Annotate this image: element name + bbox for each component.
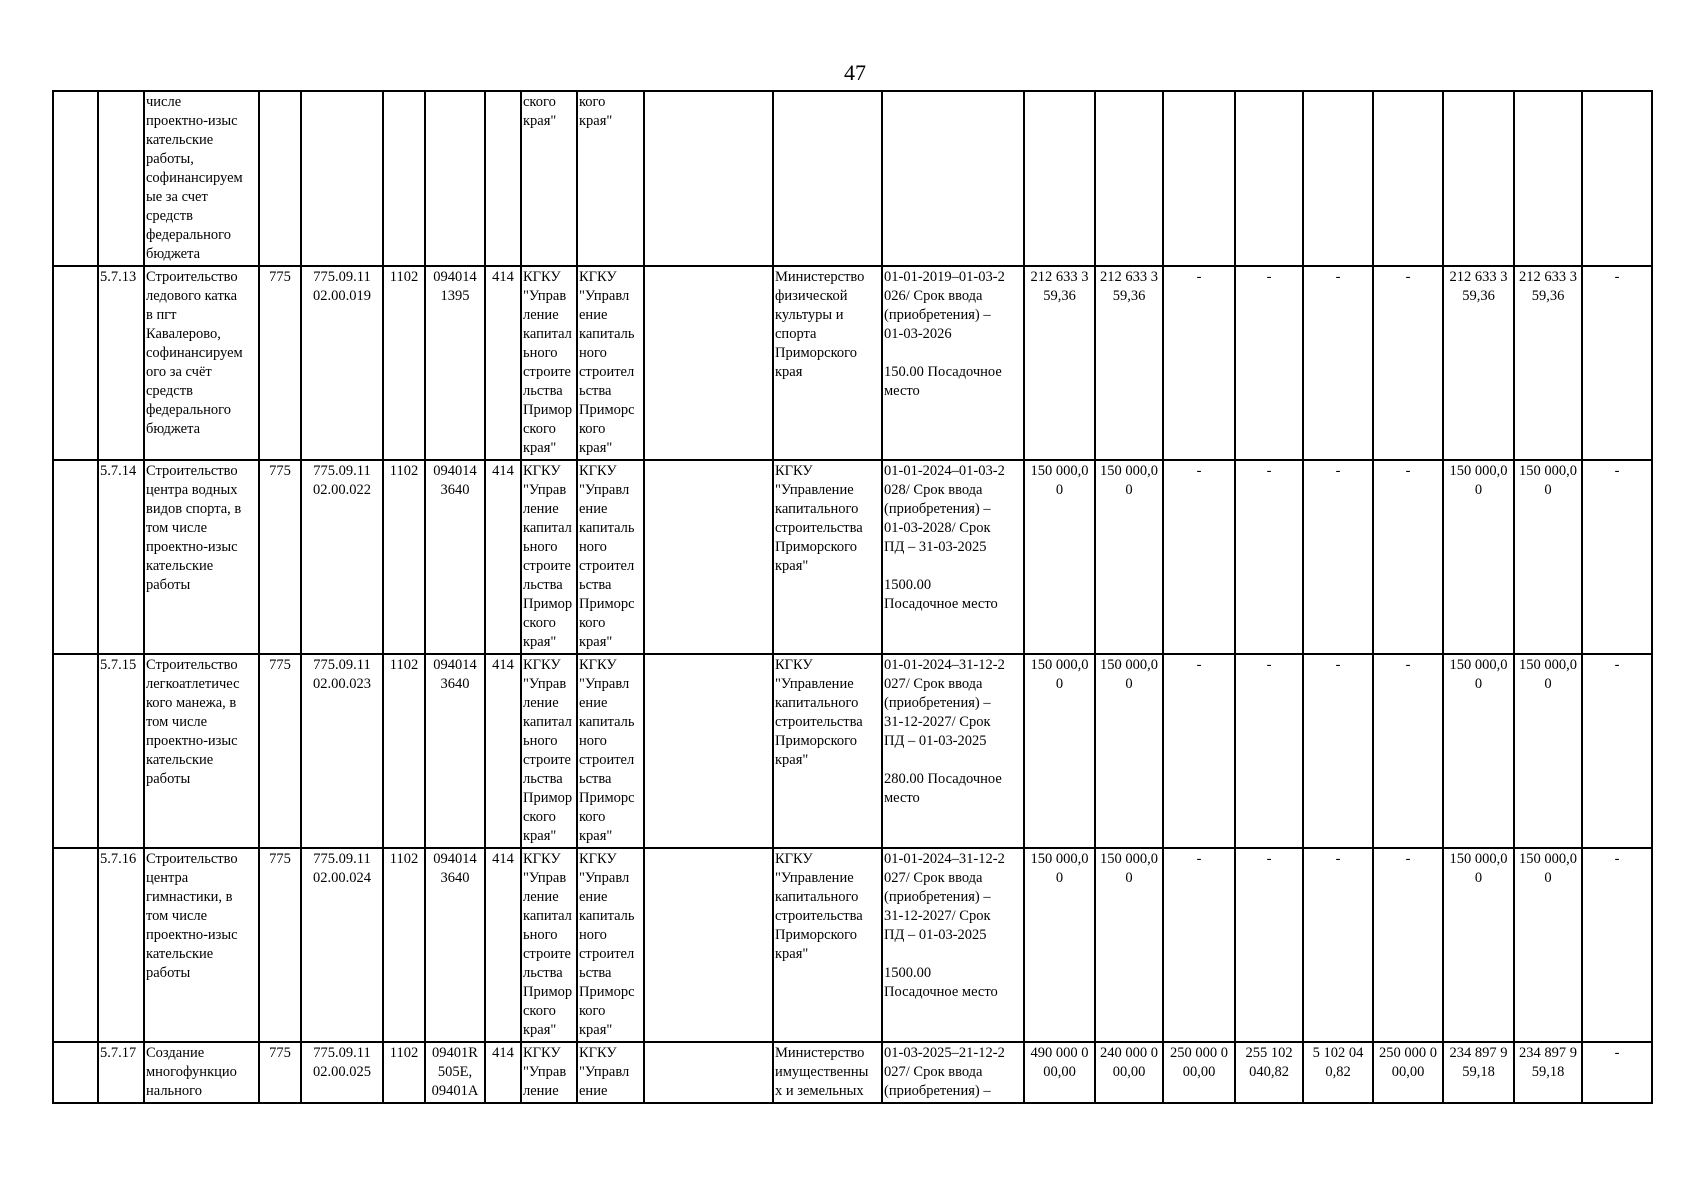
cell-val-3: - <box>1303 460 1373 654</box>
cell-val-5: 212 633 3 59,36 <box>1443 266 1514 460</box>
cell-val-3: - <box>1303 266 1373 460</box>
cell-val-5: 150 000,0 0 <box>1443 654 1514 848</box>
cell-blank <box>53 460 98 654</box>
cell-period-capacity <box>882 91 1024 266</box>
cell-row-number: 5.7.17 <box>98 1042 144 1103</box>
cell-section-code: 1102 <box>383 1042 425 1103</box>
cell-val-4: - <box>1373 848 1443 1042</box>
cell-val-6 <box>1514 91 1582 266</box>
cell-val-2: - <box>1235 460 1303 654</box>
cell-val-6: 234 897 9 59,18 <box>1514 1042 1582 1103</box>
cell-responsible <box>773 91 882 266</box>
cell-customer: ского края" <box>521 91 577 266</box>
cell-val-2: 255 102 040,82 <box>1235 1042 1303 1103</box>
table-row <box>53 1042 1652 1103</box>
cell-cost-prior <box>1095 91 1163 266</box>
cell-object-name: числе проектно-изыс кательские работы, софинансируем ые за счет средств федерального бюджета <box>144 91 259 266</box>
cell-row-number: 5.7.14 <box>98 460 144 654</box>
cell-val-2: - <box>1235 654 1303 848</box>
cell-remark <box>1582 91 1652 266</box>
cell-responsible: КГКУ "Управление капитального строительства Приморского края" <box>773 654 882 848</box>
cell-val-2: - <box>1235 848 1303 1042</box>
cell-remark: - <box>1582 1042 1652 1103</box>
cell-responsible: Министерство физической культуры и спорта Приморского края <box>773 266 882 460</box>
cell-note <box>644 91 773 266</box>
cell-section-code: 1102 <box>383 266 425 460</box>
cell-object-name: Создание многофункцио нального <box>144 1042 259 1103</box>
cell-val-5: 150 000,0 0 <box>1443 460 1514 654</box>
cell-grbs-code: 775 <box>259 266 301 460</box>
cell-blank <box>53 654 98 848</box>
budget-table <box>52 90 1653 1104</box>
cell-row-number: 5.7.15 <box>98 654 144 848</box>
cell-remark: - <box>1582 266 1652 460</box>
cell-grbs-code: 775 <box>259 460 301 654</box>
cell-cost-prior: 212 633 3 59,36 <box>1095 266 1163 460</box>
cell-remark: - <box>1582 460 1652 654</box>
cell-grbs-code: 775 <box>259 1042 301 1103</box>
cell-section-code: 1102 <box>383 654 425 848</box>
cell-blank <box>53 266 98 460</box>
cell-expense-type: 414 <box>485 848 521 1042</box>
cell-remark: - <box>1582 654 1652 848</box>
cell-val-3: - <box>1303 654 1373 848</box>
table-row <box>53 848 1652 1042</box>
cell-developer: КГКУ "Управл ение <box>577 1042 644 1103</box>
table-row <box>53 654 1652 848</box>
cell-val-4: 250 000 0 00,00 <box>1373 1042 1443 1103</box>
cell-val-4: - <box>1373 266 1443 460</box>
cell-object-code: 775.09.11 02.00.023 <box>301 654 383 848</box>
cell-cost-prior: 150 000,0 0 <box>1095 848 1163 1042</box>
cell-val-5 <box>1443 91 1514 266</box>
cell-blank <box>53 91 98 266</box>
cell-val-1: - <box>1163 848 1235 1042</box>
cell-cost-prior: 150 000,0 0 <box>1095 654 1163 848</box>
cell-val-1: 250 000 0 00,00 <box>1163 1042 1235 1103</box>
cell-target-article: 094014 3640 <box>425 848 485 1042</box>
cell-row-number: 5.7.16 <box>98 848 144 1042</box>
cell-target-article: 094014 3640 <box>425 460 485 654</box>
cell-developer: КГКУ "Управл ение капиталь ного строител ьства Приморс кого края" <box>577 266 644 460</box>
cell-grbs-code <box>259 91 301 266</box>
cell-val-1: - <box>1163 460 1235 654</box>
cell-period-capacity: 01-01-2024–01-03-2 028/ Срок ввода (приобретения) – 01-03-2028/ Срок ПД – 31-03-2025 1500.00 Посадочное место <box>882 460 1024 654</box>
cell-grbs-code: 775 <box>259 654 301 848</box>
cell-customer: КГКУ "Управ ление капитал ьного строите льства Примор ского края" <box>521 848 577 1042</box>
cell-val-6: 150 000,0 0 <box>1514 654 1582 848</box>
table-row <box>53 266 1652 460</box>
cell-expense-type <box>485 91 521 266</box>
cell-section-code: 1102 <box>383 848 425 1042</box>
cell-val-6: 150 000,0 0 <box>1514 848 1582 1042</box>
cell-object-name: Строительство центра водных видов спорта, в том числе проектно-изыс кательские работы <box>144 460 259 654</box>
cell-total-cost: 490 000 0 00,00 <box>1024 1042 1095 1103</box>
cell-row-number <box>98 91 144 266</box>
cell-period-capacity: 01-01-2024–31-12-2 027/ Срок ввода (приобретения) – 31-12-2027/ Срок ПД – 01-03-2025 280.00 Посадочное место <box>882 654 1024 848</box>
cell-total-cost <box>1024 91 1095 266</box>
cell-object-code: 775.09.11 02.00.022 <box>301 460 383 654</box>
cell-cost-prior: 240 000 0 00,00 <box>1095 1042 1163 1103</box>
cell-section-code: 1102 <box>383 460 425 654</box>
cell-total-cost: 150 000,0 0 <box>1024 460 1095 654</box>
page-number: 47 <box>844 60 866 85</box>
cell-developer: КГКУ "Управл ение капиталь ного строител ьства Приморс кого края" <box>577 654 644 848</box>
cell-val-5: 234 897 9 59,18 <box>1443 1042 1514 1103</box>
cell-object-name: Строительство ледового катка в пгт Кавалерово, софинансируем ого за счёт средств федерального бюджета <box>144 266 259 460</box>
cell-note <box>644 848 773 1042</box>
cell-expense-type: 414 <box>485 1042 521 1103</box>
cell-val-3: - <box>1303 848 1373 1042</box>
cell-developer: кого края" <box>577 91 644 266</box>
cell-customer: КГКУ "Управ ление <box>521 1042 577 1103</box>
cell-cost-prior: 150 000,0 0 <box>1095 460 1163 654</box>
cell-target-article: 09401R 505E, 09401A <box>425 1042 485 1103</box>
cell-val-2: - <box>1235 266 1303 460</box>
cell-object-code <box>301 91 383 266</box>
cell-blank <box>53 1042 98 1103</box>
cell-val-1: - <box>1163 654 1235 848</box>
cell-expense-type: 414 <box>485 654 521 848</box>
cell-blank <box>53 848 98 1042</box>
cell-object-code: 775.09.11 02.00.019 <box>301 266 383 460</box>
cell-section-code <box>383 91 425 266</box>
cell-object-code: 775.09.11 02.00.024 <box>301 848 383 1042</box>
cell-val-6: 212 633 3 59,36 <box>1514 266 1582 460</box>
cell-note <box>644 654 773 848</box>
cell-val-1: - <box>1163 266 1235 460</box>
cell-period-capacity: 01-01-2024–31-12-2 027/ Срок ввода (приобретения) – 31-12-2027/ Срок ПД – 01-03-2025 1500.00 Посадочное место <box>882 848 1024 1042</box>
cell-grbs-code: 775 <box>259 848 301 1042</box>
cell-object-name: Строительство легкоатлетичес кого манежа, в том числе проектно-изыс кательские работы <box>144 654 259 848</box>
cell-customer: КГКУ "Управ ление капитал ьного строите льства Примор ского края" <box>521 266 577 460</box>
cell-customer: КГКУ "Управ ление капитал ьного строите льства Примор ского края" <box>521 460 577 654</box>
cell-developer: КГКУ "Управл ение капиталь ного строител ьства Приморс кого края" <box>577 848 644 1042</box>
cell-val-6: 150 000,0 0 <box>1514 460 1582 654</box>
cell-val-4 <box>1373 91 1443 266</box>
cell-row-number: 5.7.13 <box>98 266 144 460</box>
cell-total-cost: 150 000,0 0 <box>1024 848 1095 1042</box>
cell-note <box>644 1042 773 1103</box>
cell-val-1 <box>1163 91 1235 266</box>
cell-object-name: Строительство центра гимнастики, в том числе проектно-изыс кательские работы <box>144 848 259 1042</box>
cell-target-article: 094014 3640 <box>425 654 485 848</box>
cell-developer: КГКУ "Управл ение капиталь ного строител ьства Приморс кого края" <box>577 460 644 654</box>
cell-target-article <box>425 91 485 266</box>
cell-remark: - <box>1582 848 1652 1042</box>
cell-val-4: - <box>1373 654 1443 848</box>
table-row <box>53 460 1652 654</box>
cell-val-5: 150 000,0 0 <box>1443 848 1514 1042</box>
cell-val-2 <box>1235 91 1303 266</box>
cell-val-3: 5 102 04 0,82 <box>1303 1042 1373 1103</box>
cell-expense-type: 414 <box>485 460 521 654</box>
cell-object-code: 775.09.11 02.00.025 <box>301 1042 383 1103</box>
table-row <box>53 91 1652 266</box>
cell-note <box>644 266 773 460</box>
cell-note <box>644 460 773 654</box>
cell-total-cost: 150 000,0 0 <box>1024 654 1095 848</box>
cell-val-3 <box>1303 91 1373 266</box>
cell-total-cost: 212 633 3 59,36 <box>1024 266 1095 460</box>
cell-responsible: Министерство имущественны х и земельных <box>773 1042 882 1103</box>
cell-period-capacity: 01-03-2025–21-12-2 027/ Срок ввода (приобретения) – <box>882 1042 1024 1103</box>
cell-val-4: - <box>1373 460 1443 654</box>
cell-responsible: КГКУ "Управление капитального строительства Приморского края" <box>773 460 882 654</box>
cell-expense-type: 414 <box>485 266 521 460</box>
cell-target-article: 094014 1395 <box>425 266 485 460</box>
cell-customer: КГКУ "Управ ление капитал ьного строите льства Примор ского края" <box>521 654 577 848</box>
cell-period-capacity: 01-01-2019–01-03-2 026/ Срок ввода (приобретения) – 01-03-2026 150.00 Посадочное место <box>882 266 1024 460</box>
cell-responsible: КГКУ "Управление капитального строительства Приморского края" <box>773 848 882 1042</box>
